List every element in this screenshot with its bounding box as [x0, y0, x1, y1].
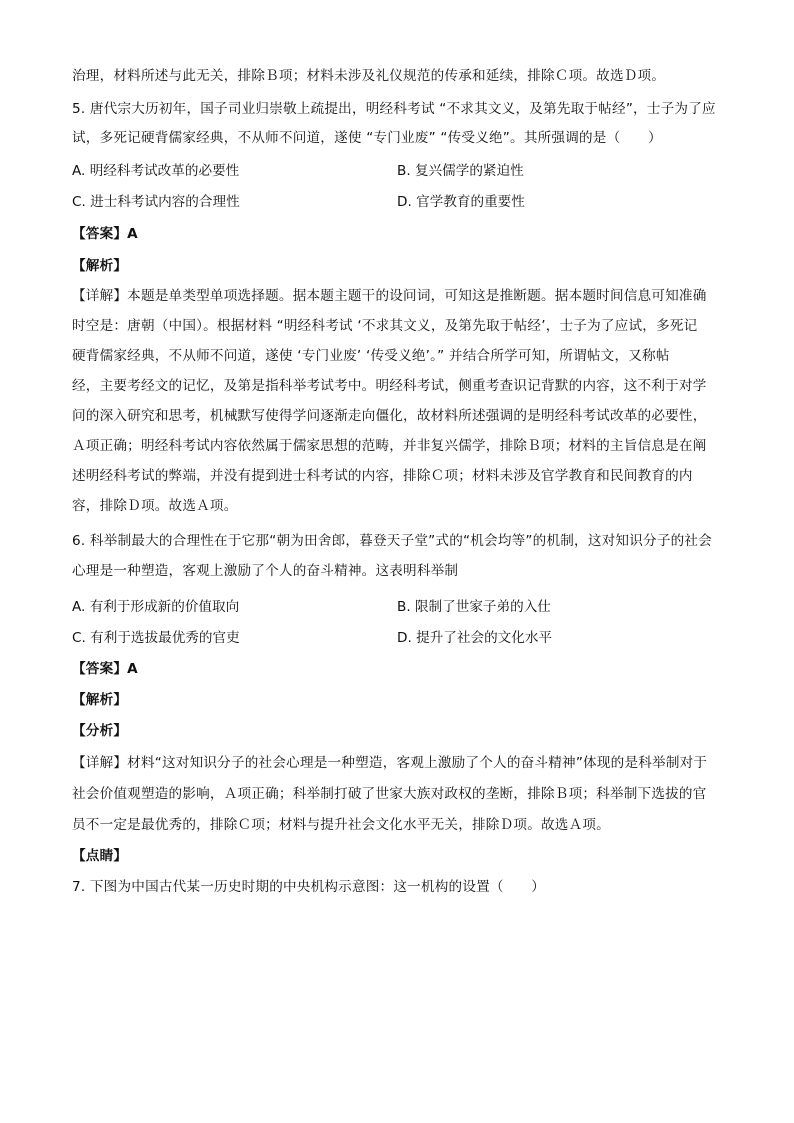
q6-analysis-tag: 【解析】	[72, 692, 128, 708]
q6-dianjing-tag: 【点睛】	[72, 848, 128, 864]
q5-stem-line-1: 5. 唐代宗大历初年，国子司业归崇敬上疏提出，明经科考试 “不求其文义，及第先取于帖经”，士子为了应	[72, 101, 716, 117]
q6-fenxi-tag: 【分析】	[72, 723, 128, 739]
q5-analysis-tag: 【解析】	[72, 258, 128, 274]
q6-option-b: B. 限制了世家子弟的入仕	[397, 599, 551, 615]
q5-detail-line-6: Ａ项正确；明经科考试内容依然属于儒家思想的范畴，并非复兴儒学，排除Ｂ项；材料的主旨信息是在阐	[72, 438, 707, 454]
q5-detail-line-2: 时空是：唐朝（中国）。根据材料 “明经科考试 ‘不求其文义，及第先取于帖经’，士子为了应试，多死记	[72, 318, 698, 334]
q5-detail-line-7: 述明经科考试的弊端，并没有提到进士科考试的内容，排除Ｃ项；材料未涉及官学教育和民间教育的内	[72, 468, 693, 484]
q6-answer: 【答案】A	[72, 661, 138, 677]
q5-option-d: D. 官学教育的重要性	[397, 194, 525, 210]
q6-detail-line-1: 【详解】材料“这对知识分子的社会心理是一种塑造，客观上激励了个人的奋斗精神”体现的是科举制对于	[72, 755, 708, 771]
q5-option-c: C. 进士科考试内容的合理性	[72, 194, 240, 210]
q5-option-a: A. 明经科考试改革的必要性	[72, 163, 240, 179]
q6-option-d: D. 提升了社会的文化水平	[397, 630, 553, 646]
q7-stem: 7. 下图为中国古代某一历史时期的中央机构示意图：这一机构的设置（ ）	[72, 879, 546, 895]
q6-stem-line-2: 心理是一种塑造，客观上激励了个人的奋斗精神。这表明科举制	[72, 563, 459, 579]
q5-detail-line-5: 问的深入研究和思考，机械默写使得学问逐渐走向僵化，故材料所述强调的是明经科考试改革的必要性，	[72, 408, 707, 424]
q5-option-b: B. 复兴儒学的紧迫性	[397, 163, 524, 179]
q6-detail-line-2: 社会价值观塑造的影响，Ａ项正确；科举制打破了世家大族对政权的垄断，排除Ｂ项；科举制下选拔的官	[72, 786, 707, 802]
q6-option-c: C. 有利于选拔最优秀的官吏	[72, 630, 240, 646]
q5-detail-line-8: 容，排除Ｄ项。故选Ａ项。	[72, 498, 238, 514]
q5-detail-line-3: 硬背儒家经典，不从师不问道，遂使 ‘专门业废’ ‘传受义绝’。” 并结合所学可知，所谓帖文，又称帖	[72, 348, 670, 364]
q6-detail-line-3: 员不一定是最优秀的，排除Ｃ项；材料与提升社会文化水平无关，排除Ｄ项。故选Ａ项。	[72, 817, 610, 833]
carryover-line: 治理，材料所述与此无关，排除Ｂ项；材料未涉及礼仪规范的传承和延续，排除Ｃ项。故选Ｄ项。	[72, 68, 666, 84]
q5-answer: 【答案】A	[72, 226, 138, 242]
q6-stem-line-1: 6. 科举制最大的合理性在于它那“朝为田舍郎，暮登天子堂”式的“机会均等”的机制，这对知识分子的社会	[72, 533, 712, 549]
q5-detail-line-1: 【详解】本题是单类型单项选择题。据本题主题干的设问词，可知这是推断题。据本题时间信息可知准确	[72, 288, 707, 304]
q5-stem-line-2: 试，多死记硬背儒家经典，不从师不问道，遂使 “专门业废” “传受义绝”。其所强调的是（ ）	[72, 130, 662, 146]
q5-detail-line-4: 经，主要考经文的记忆，及第是指科举考试考中。明经科考试，侧重考查识记背默的内容，这不利于对学	[72, 378, 707, 394]
q6-option-a: A. 有利于形成新的价值取向	[72, 599, 240, 615]
